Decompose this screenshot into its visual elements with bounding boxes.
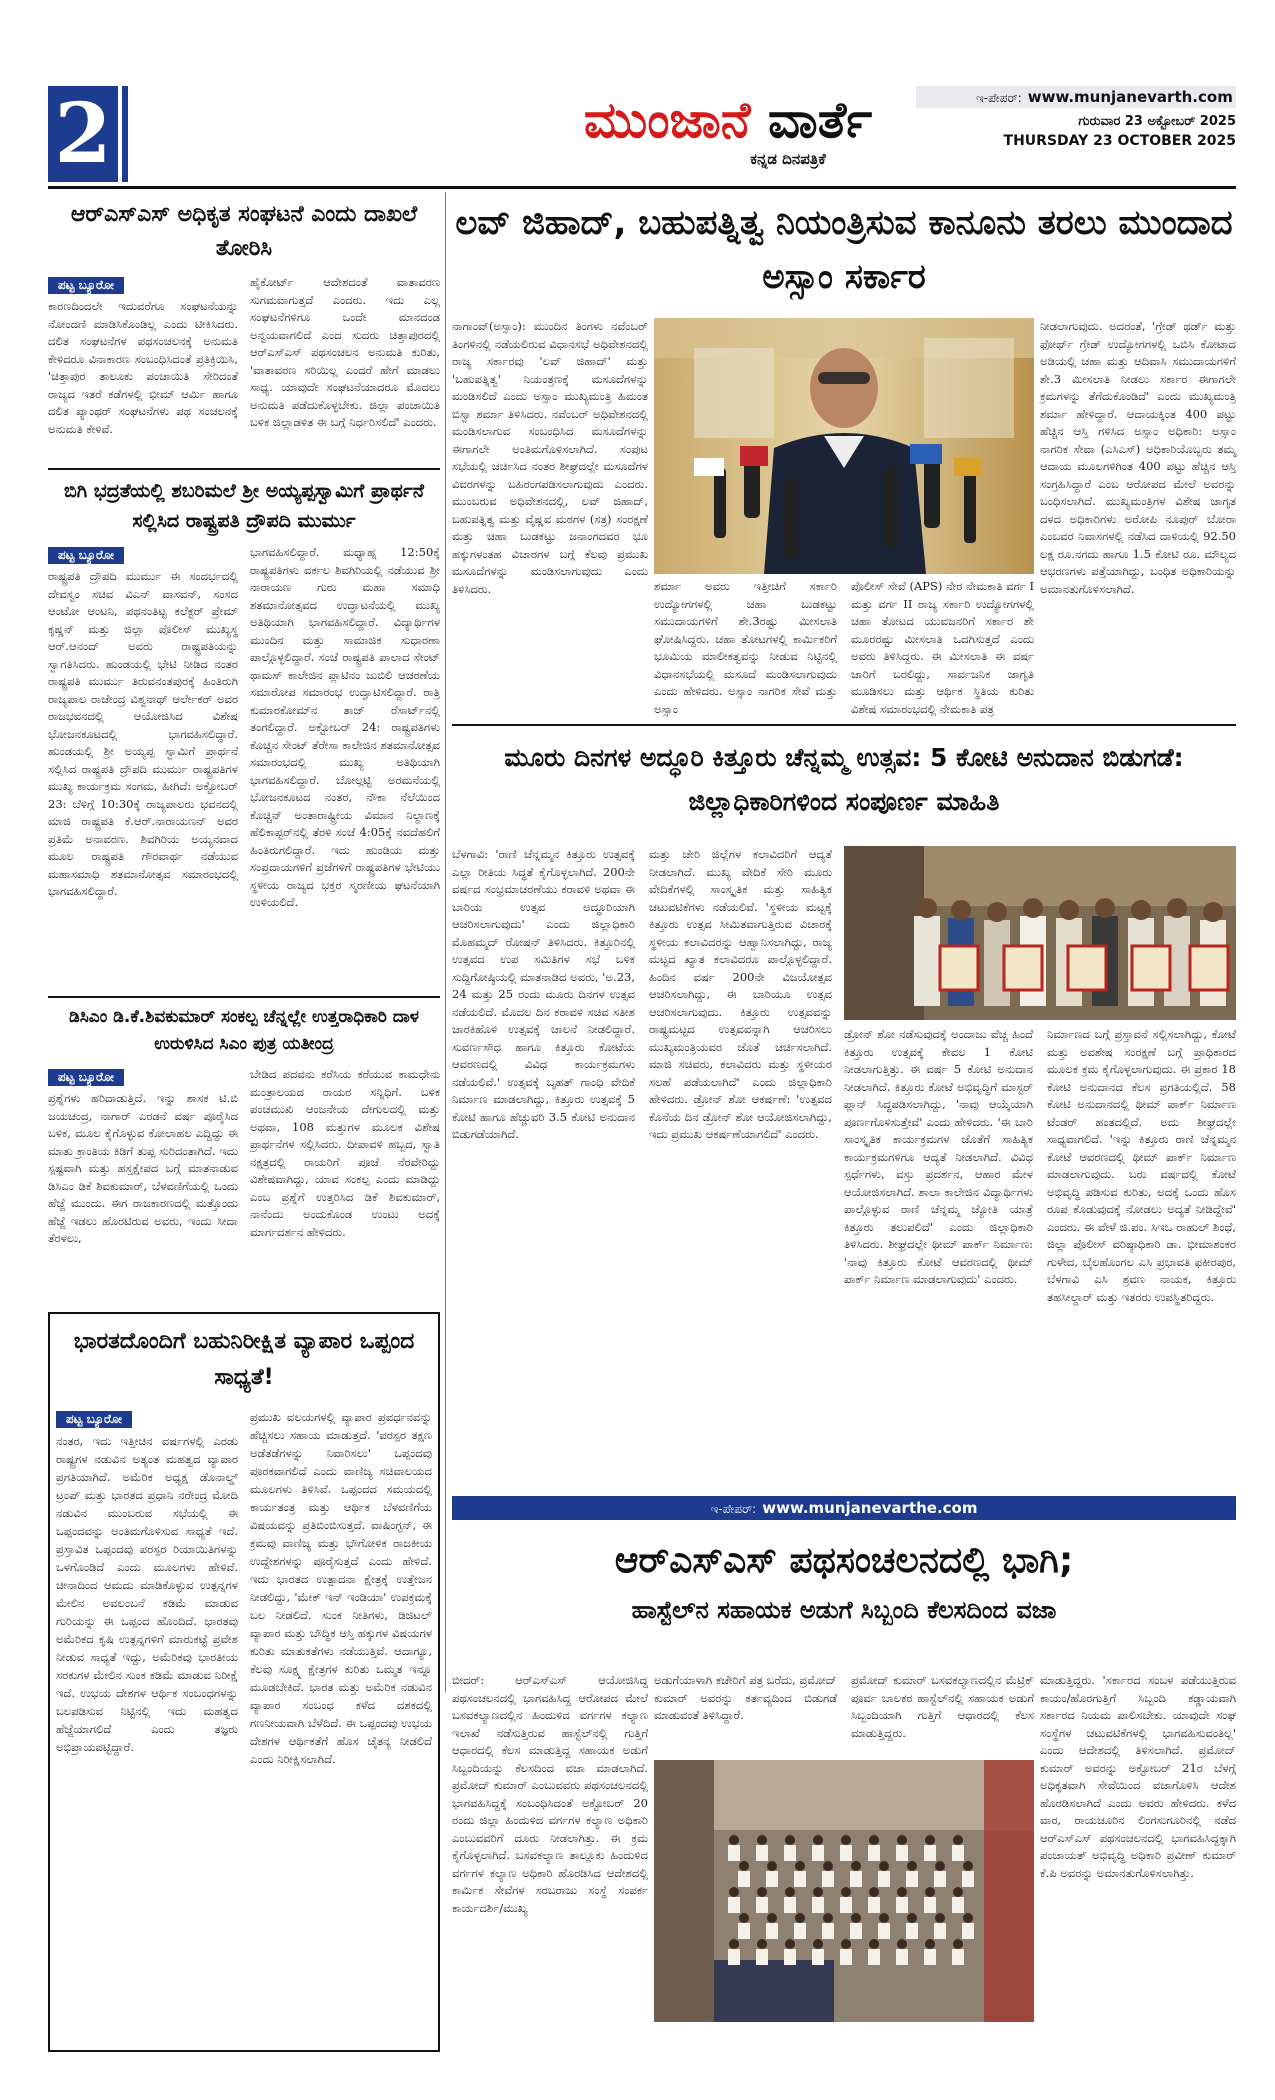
- bureau-tag: ಪಟ್ಟ ಬ್ಯೂರೋ: [48, 547, 124, 564]
- body-kittur-col1: ಬೆಳಗಾವಿ: 'ರಾಣಿ ಚೆನ್ನಮ್ಮನ ಕಿತ್ತೂರು ಉತ್ಸವಕ್ಕೆ ಎಲ್ಲಾ ರೀತಿಯ ಸಿದ್ಧತೆ ಕೈಗೊಳ್ಳಲಾಗಿದೆ. 200ನೇ ವರ್ಷದ ಸಂಭ್ರಮಾಚರಣೆಯು ಕರಾವಳಿ ಅಥವಾ ಈ ಬಾರಿಯ ಉತ್ಸವ ಅದ್ಧೂರಿಯಾಗಿ ಆಚರಿಸಲಾಗುವುದು' ಎಂದು ಜಿಲ್ಲಾಧಿಕಾರಿ ಮೊಹಮ್ಮದ್ ರೋಷನ್ ತಿಳಿಸಿದರು. ಕಿತ್ತೂರಿನಲ್ಲಿ ಉತ್ಸವದ ಉಪ ಸಮಿತಿಗಳ ಸಭೆ ಬಳಿಕ ಸುದ್ದಿಗೋಷ್ಠಿಯಲ್ಲಿ ಮಾತನಾಡಿದ ಅವರು, 'ಅ.23, 24 ಮತ್ತು 25 ರಂದು ಮೂರು ದಿನಗಳ ಉತ್ಸವ ನಡೆಯಲಿದೆ. ಮೊದಲ ದಿನ ಕರಾವಳಿ ಸಚಿವ ಸತೀಶ ಜಾರಕಿಹೊಳಿ ಉತ್ಸವಕ್ಕೆ ಚಾಲನೆ ನೀಡಲಿದ್ದಾರೆ. ಸುವರ್ಣಸೌಧ ಹಾಗೂ ಕಿತ್ತೂರು ಕೋಟೆಯ ಆವರಣದಲ್ಲಿ ವಿವಿಧ ಕಾರ್ಯಕ್ರಮಗಳು ನಡೆಯಲಿವೆ.' ಉತ್ಸವಕ್ಕೆ ಬೃಹತ್ ಗಾಂಧಿ ವೇದಿಕೆ ನಿರ್ಮಾಣ ಮಾಡಲಾಗಿದ್ದು, ಕಿತ್ತೂರು ಉತ್ಸವಕ್ಕೆ 5 ಕೋಟಿ ಹಾಗೂ ಹೆಚ್ಚುವರಿ 3.5 ಕೋಟಿ ಅನುದಾನ ಬಿಡುಗಡೆಯಾಗಿದೆ.: [452, 847, 635, 1141]
- bureau-tag: ಪಟ್ಟ ಬ್ಯೂರೋ: [48, 1069, 124, 1086]
- url-band-url[interactable]: www.munjanevarthe.com: [762, 1499, 978, 1517]
- body-hostel-col1: ಬೀದರ್: ಆರ್‌ಎಸ್‌ಎಸ್ ಆಯೋಜಿಸಿದ್ದ ಪಥಸಂಚಲನದಲ್ಲಿ ಭಾಗವಹಿಸಿದ್ದ ಆರೋಪದ ಮೇಲೆ ಬಸವಕಲ್ಯಾಣದಲ್ಲಿನ ಹಿಂದುಳಿದ ವರ್ಗಗಳ ಕಲ್ಯಾಣ ಇಲಾಖೆ ನಡೆಸುತ್ತಿರುವ ಹಾಸ್ಟೆಲ್‌ನಲ್ಲಿ ಗುತ್ತಿಗೆ ಆಧಾರದಲ್ಲಿ ಕೆಲಸ ಮಾಡುತ್ತಿದ್ದ ಸಹಾಯಕ ಅಡುಗೆ ಸಿಬ್ಬಂದಿಯನ್ನು ಕೆಲಸದಿಂದ ವಜಾ ಮಾಡಲಾಗಿದೆ. ಪ್ರಮೋದ್ ಕುಮಾರ್ ಎಂಬುವವರು ಪಥಸಂಚಲನದಲ್ಲಿ ಭಾಗವಹಿಸಿದ್ದಕ್ಕೆ ಸಂಬಂಧಿಸಿದಂತೆ ಅಕ್ಟೋಬರ್ 20 ರಂದು ಜಿಲ್ಲಾ ಹಿಂದುಳಿದ ವರ್ಗಗಳ ಕಲ್ಯಾಣ ಅಧಿಕಾರಿ ಎಂಬುವವರಿಗೆ ದೂರು ನೀಡಲಾಗಿತ್ತು. ಈ ಕ್ರಮ ಕೈಗೊಳ್ಳಲಾಗಿದೆ. ಬಸವಕಲ್ಯಾಣ ತಾಲ್ಲೂಕು ಹಿಂದುಳಿದ ವರ್ಗಗಳ ಕಲ್ಯಾಣ ಅಧಿಕಾರಿ ಹೊರಡಿಸಿದ ಆದೇಶದಲ್ಲಿ ಕಾರ್ಮಿಕ ಸೇವೆಗಳ ಸರಬರಾಜು ಸಂಸ್ಥೆ ಸಂಪರ್ಕ ಕಾರ್ಯದರ್ಶಿ/ಮುಖ್ಯ: [452, 1673, 648, 1915]
- body-assam-col2: ಶರ್ಮಾ ಅವರು ಇತ್ತೀಚಿಗೆ ಸರ್ಕಾರಿ ಉದ್ಯೋಗಗಳಲ್ಲಿ ಚಹಾ ಬುಡಕಟ್ಟು ಸಮುದಾಯಗಳಿಗೆ ಶೇ.3ರಷ್ಟು ಮೀಸಲಾತಿ ಘೋಷಿಸಿದ್ದರು. ಚಹಾ ತೋಟಗಳಲ್ಲಿ ಕಾರ್ಮಿಕರಿಗೆ ಭೂಮಿಯ ಮಾಲೀಕತ್ವವನ್ನು ನೀಡುವ ನಿಟ್ಟಿನಲ್ಲಿ ವಿಧಾನಸಭೆಯಲ್ಲಿ ಮಸೂದೆ ಮಂಡಿಸಲಾಗುವುದು ಎಂದು ಹೇಳಿದರು. ಅಸ್ಸಾಂ ನಾಗರಿಕ ಸೇವೆ ಮತ್ತು ಅಸ್ಸಾಂ: [654, 579, 837, 716]
- body-trade-col2: ಪ್ರಮುಖ ವಲಯಗಳಲ್ಲಿ ವ್ಯಾಪಾರ ಪ್ರವರ್ಧನವನ್ನು ಹೆಚ್ಚಿಸಲು ಸಹಾಯ ಮಾಡುತ್ತದೆ. 'ಪರಸ್ಪರ ತಕ್ಷಣ ಅಡೆತಡೆಗಳನ್ನು ನಿವಾರಿಸಲು' ಒಪ್ಪಂದವು ಪೂರಕವಾಗಲಿದೆ ಎಂದು ವಾಣಿಜ್ಯ ಸಚಿವಾಲಯದ ಮೂಲಗಳು ತಿಳಿಸಿವೆ. ಒಪ್ಪಂದದ ಸಮಯದಲ್ಲಿ ಕಾರ್ಯತಂತ್ರ ಮತ್ತು ಆರ್ಥಿಕ ಬೆಳವಣಿಗೆಯ ವಿಷಯವನ್ನು ಪ್ರತಿಬಿಂಬಿಸುತ್ತದೆ. ವಾಷಿಂಗ್ಟನ್, ಈ ಕ್ರಮವು ವಾಣಿಜ್ಯ ಮತ್ತು ಭೌಗೋಳಿಕ ರಾಜಕೀಯ ಉದ್ದೇಶಗಳನ್ನು ಪೂರೈಸುತ್ತದೆ ಎಂದು ಹೇಳಿದೆ. ಇದು ಭಾರತದ ಉತ್ಪಾದನಾ ಕ್ಷೇತ್ರಕ್ಕೆ ಉತ್ತೇಜನ ನೀಡಲಿದ್ದು, 'ಮೇಕ್ ಇನ್ ಇಂಡಿಯಾ' ಉಪಕ್ರಮಕ್ಕೆ ಬಲ ನೀಡಲಿದೆ. ಸುಂಕ ನೀತಿಗಳು, ಡಿಜಿಟಲ್ ವ್ಯಾಪಾರ ಮತ್ತು ಬೌದ್ಧಿಕ ಆಸ್ತಿ ಹಕ್ಕುಗಳ ವಿಷಯಗಳ ಕುರಿತು ಮಾತುಕತೆಗಳು ನಡೆಯುತ್ತಿವೆ. ಆದಾಗ್ಯೂ, ಕೆಲವು ಸೂಕ್ಷ್ಮ ಕ್ಷೇತ್ರಗಳ ಕುರಿತು ಒಮ್ಮತ ಇನ್ನೂ ಮೂಡಬೇಕಿದೆ. ಭಾರತ ಮತ್ತು ಅಮೆರಿಕ ನಡುವಿನ ವ್ಯಾಪಾರ ಸಂಬಂಧ ಕಳೆದ ದಶಕದಲ್ಲಿ ಗಣನೀಯವಾಗಿ ಬೆಳೆದಿದೆ. ಈ ಒಪ್ಪಂದವು ಉಭಯ ದೇಶಗಳ ಆರ್ಥಿಕತೆಗೆ ಹೊಸ ಚೈತನ್ಯ ನೀಡಲಿದೆ ಎಂದು ನಿರೀಕ್ಷಿಸಲಾಗಿದೆ.: [250, 1410, 432, 1766]
- headline-kittur-wrap: [452, 728, 1236, 840]
- bureau-tag: ಪಟ್ಟ ಬ್ಯೂರೋ: [48, 277, 124, 294]
- article-sabarimala: [48, 474, 440, 994]
- article-rss-org: [48, 194, 440, 466]
- logo-tagline: ಕನ್ನಡ ದಿನಪತ್ರಿಕೆ: [750, 150, 826, 168]
- divider: [452, 724, 1236, 726]
- date-english: THURSDAY 23 OCTOBER 2025: [1003, 133, 1236, 149]
- newspaper-logo[interactable]: [538, 90, 918, 180]
- epaper-url-band[interactable]: [452, 1496, 1236, 1520]
- headline-rss-org[interactable]: ಆರ್‌ಎಸ್‌ಎಸ್ ಅಧಿಕೃತ ಸಂಘಟನೆ ಎಂದು ದಾಖಲೆ ತೋರಿಸಿ: [70, 202, 418, 261]
- logo-word-1: ಮುಂಜಾನೆ: [583, 91, 751, 149]
- column-divider: [445, 192, 446, 1692]
- body-sabarimala-col1: ರಾಷ್ಟ್ರಪತಿ ದ್ರೌಪದಿ ಮುರ್ಮು ಈ ಸಂದರ್ಭದಲ್ಲಿ ದೇವಸ್ವಂ ಸಚಿವ ವಿಎನ್ ವಾಸವನ್, ಸಂಸದ ಆಂಟೋ ಆಂಟನಿ, ಪಥನಂತಿಟ್ಟ ಕಲೆಕ್ಟರ್ ಪ್ರೇಮ್ ಕೃಷ್ಣನ್ ಮತ್ತು ಜಿಲ್ಲಾ ಪೊಲೀಸ್ ಮುಖ್ಯಸ್ಥ ಆರ್.ಆನಂದ್ ಅವರು ರಾಷ್ಟ್ರಪತಿಯನ್ನು ಸ್ವಾಗತಿಸಿದರು. ಹುಂಡಯಲ್ಲಿ ಭೇಟಿ ನೀಡಿದ ನಂತರ ರಾಷ್ಟ್ರಪತಿ ಮುರ್ಮು ತಿರುವನಂತಪುರಕ್ಕೆ ಹಿಂತಿರುಗಿ ರಾಜ್ಯಪಾಲ ರಾಜೇಂದ್ರ ವಿಶ್ವನಾಥ್ ಆರ್ಲೇಕರ್ ಅವರ ರಾಜಭವನದಲ್ಲಿ ಆಯೋಜಿಸಿದ ವಿಶೇಷ ಭೋಜನಕೂಟದಲ್ಲಿ ಭಾಗವಹಿಸಲಿದ್ದಾರೆ. ಹುಂಡಯಲ್ಲಿ ಶ್ರೀ ಅಯ್ಯಪ್ಪ ಸ್ವಾಮಿಗೆ ಪ್ರಾರ್ಥನೆ ಸಲ್ಲಿಸಿದ ರಾಷ್ಟ್ರಪತಿ ದ್ರೌಪದಿ ಮುರ್ಮು ರಾಷ್ಟ್ರಪತಿಗಳ ಮುಖ್ಯ ಕಾರ್ಯಕ್ರಮ ಸಂಗಮ, ಹೀಗಿದೆ: ಅಕ್ಟೋಬರ್ 23: ಬೆಳಿಗ್ಗೆ 10:30ಕ್ಕೆ ರಾಜ್ಯಪಾಲರು ಭವನದಲ್ಲಿ ಮಾಜಿ ರಾಷ್ಟ್ರಪತಿ ಕೆ.ಆರ್.ನಾರಾಯಣನ್ ಅವರ ಪ್ರತಿಮೆ ಅನಾವರಣ. ಶಿವಗಿರಿಯ ಅಯ್ಯನವಾದ ಮೂಲ ರಾಷ್ಟ್ರಪತಿ ಗೌರವಾರ್ಥ ನಡೆಯುವ ಮಹಾಸಮಾಧಿ ಶತಮಾನೋತ್ಸವ ಸಮಾರಂಭದಲ್ಲಿ ಭಾಗವಹಿಸಲಿದ್ದಾರೆ.: [48, 569, 238, 898]
- headline-kittur[interactable]: ಮೂರು ದಿನಗಳ ಅದ್ಧೂರಿ ಕಿತ್ತೂರು ಚೆನ್ನಮ್ಮ ಉತ್ಸವ: 5 ಕೋಟಿ ಅನುದಾನ ಬಿಡುಗಡೆ: ಜಿಲ್ಲಾಧಿಕಾರಿಗಳಿಂದ ಸಂಪೂರ್ಣ ಮಾಹಿತಿ: [504, 743, 1184, 816]
- headline-hostel-line2[interactable]: ಹಾಸ್ಟೆಲ್‌ನ ಸಹಾಯಕ ಅಡುಗೆ ಸಿಬ್ಬಂದಿ ಕೆಲಸದಿಂದ ವಜಾ: [631, 1596, 1057, 1624]
- body-assam-under-photo: [654, 578, 1034, 716]
- body-dks-col2: ಬೇಡಿದ ಪದವನು ಕರೆಸಿಯ ಕರೆಯುವ ಕಾಮಧೇನು ಮಂತ್ರಾಲಯದ ರಾಯರ ಸನ್ನಿಧಿಗೆ. ಬಳಿಕ ಪಂಚಮುಖಿ ಆಂಜನೇಯ ದೇಗುಲದಲ್ಲಿ ಮತ್ತು ಅಥವಾ, 108 ಮತ್ತುಗಳ ಮೂಲಕ ವಿಶೇಷ ಪ್ರಾರ್ಥನೆಗಳ ಸಲ್ಲಿಸಿದರು. ದೀಪಾವಳಿ ಹಬ್ಬದ, ಸ್ವಾತಿ ನಕ್ಷತ್ರದಲ್ಲಿ ರಾಯರಿಗೆ ಪೂಜೆ ನೆರವೇರಿದ್ದು ವಿಶೇಷವಾಗಿದ್ದು, ಯಾವ ಸಂಕಲ್ಪ ಎಂದು ಮಾಡಿದ್ದು ಎಂಬ ಪ್ರಶ್ನೆಗೆ ಉತ್ತರಿಸಿದ ಡಿಕೆ ಶಿವಕುಮಾರ್, ನಾನೆಂದು ಅಂದುಕೊಂಡ ಉಂಟು ಅದಕ್ಕೆ ಮಾರ್ಗದರ್ಶನ ಹೇಳಿದರು.: [250, 1067, 440, 1239]
- page-number-accent: [122, 86, 128, 182]
- bureau-tag: ಪಟ್ಟ ಬ್ಯೂರೋ: [56, 1411, 132, 1428]
- body-assam-col1: [452, 318, 648, 596]
- rss-march-image: [654, 1760, 1034, 2022]
- headline-assam-wrap: [452, 190, 1236, 312]
- logo-word-2: ವಾರ್ತೆ: [767, 91, 873, 149]
- body-hostel-col4-wrap: [1040, 1672, 1236, 2052]
- photo-kittur[interactable]: [844, 846, 1236, 1020]
- kittur-poster-release-image: [844, 846, 1236, 1020]
- url-band-label: ಇ-ಪೇಪರ್:: [710, 1502, 757, 1516]
- body-rss-org-col2: ಹೈಕೋರ್ಟ್ ಆದೇಶದಂತೆ ವಾತಾವರಣ ಸುಗಮವಾಗುತ್ತದೆ ಎಂದರು. ಇದು ಎಲ್ಲ ಸಂಘಟನೆಗಳಿಗೂ ಒಂದೇ ಮಾನದಂಡ ಅನ್ವಯವಾಗಲಿದೆ ಎಂದ ಸುದರು ಚಿತ್ತಾಪುರದಲ್ಲಿ ಆರ್‌ಎಸ್‌ಎಸ್ ಪಥಸಂಚಲನ ಅನುಮತಿ ಕುರಿತು, 'ವಾತಾವರಣ ಸರಿಯಿಲ್ಲ ಎಂದರೆ ಹೇಗೆ ಮಾಡಲು ಸಾಧ್ಯ. ಯಾವುದೇ ಸಂಘಟನೆಯಾದರೂ ಮೊದಲು ಅನುಮತಿ ಪಡೆದುಕೊಳ್ಳಬೇಕು. ಜಿಲ್ಲಾ ಪಂಚಾಯಿತಿ ಬಳಿಕ ಜಿಲ್ಲಾಡಳಿತ ಈ ಬಗ್ಗೆ ನಿರ್ಧರಿಸಲಿದೆ' ಎಂದರು.: [250, 275, 440, 429]
- headline-hostel-line1[interactable]: ಆರ್‌ಎಸ್‌ಎಸ್ ಪಥಸಂಚಲನದಲ್ಲಿ ಭಾಗಿ;: [614, 1540, 1074, 1581]
- body-assam-col4: ನೀಡಲಾಗುವುದು. ಅದರಂತೆ, 'ಗ್ರೇಡ್ ಥರ್ಡ್ ಮತ್ತು ಫೋರ್ಥ್ ಗ್ರೇಡ್ ಉದ್ಯೋಗಗಳಲ್ಲಿ ಒಬಿಸಿ ಕೋಟಾದ ಅಡಿಯಲ್ಲಿ ಚಹಾ ಮತ್ತು ಆದಿವಾಸಿ ಸಮುದಾಯಗಳಿಗೆ ಶೇ.3 ಮೀಸಲಾತಿ ನೀಡಲು ಸರ್ಕಾರ ಈಗಾಗಲೇ ಕ್ರಮಗಳನ್ನು ತೆಗೆದುಕೊಂಡಿದೆ' ಎಂದು ಮುಖ್ಯಮಂತ್ರಿ ಶರ್ಮಾ ಹೇಳಿದ್ದಾರೆ. ಆದಾಯಕ್ಕಿಂತ 400 ಪಟ್ಟು ಹೆಚ್ಚಿನ ಆಸ್ತಿ ಗಳಿಸಿದ ಅಸ್ಸಾಂ ಅಧಿಕಾರಿ: ಅಸ್ಸಾಂ ನಾಗರಿಕ ಸೇವಾ (ಎಸಿಎಸ್) ಅಧಿಕಾರಿಯೊಬ್ಬರು ತಮ್ಮ ಆದಾಯ ಮೂಲಗಳಿಗಿಂತ 400 ಪಟ್ಟು ಹೆಚ್ಚಿನ ಆಸ್ತಿ ಸಂಗ್ರಹಿಸಿದ್ದಾರೆ ಎಂಬ ಆರೋಪದ ಮೇಲೆ ಅವರನ್ನು ಬಂಧಿಸಲಾಗಿದೆ. ಮುಖ್ಯಮಂತ್ರಿಗಳ ವಿಶೇಷ ಜಾಗೃತ ದಳದ ಅಧಿಕಾರಿಗಳು ಅರೋಪಿ ನೂಪುರ್ ಬೋರಾ ಎಂಬವರ ನಿವಾಸಗಳಲ್ಲಿ ನಡೆಸಿದ ದಾಳಿಯಲ್ಲಿ 92.50 ಲಕ್ಷ ರೂ.ನಗದು ಹಾಗೂ 1.5 ಕೋಟಿ ರೂ. ಮೌಲ್ಯದ ಆಭರಣಗಳು ಪತ್ತೆಯಾಗಿದ್ದು, ಬಂಧಿತ ಅಧಿಕಾರಿಯನ್ನು ಅಮಾನತುಗೊಳಿಸಲಾಗಿದೆ.: [1040, 319, 1236, 596]
- body-kittur-col4: ನಿರ್ಮಾಣದ ಬಗ್ಗೆ ಪ್ರಸ್ತಾವನೆ ಸಲ್ಲಿಸಲಾಗಿದ್ದು, ಕೋಟೆ ಮತ್ತು ಅವಶೇಷ ಸಂರಕ್ಷಣೆ ಬಗ್ಗೆ ಪ್ರಾಧಿಕಾರದ ಮೂಲಕ ಕ್ರಮ ಕೈಗೊಳ್ಳಲಾಗುವುದು. ಈ ಪ್ರಕಾರ 18 ಕೋಟಿ ಅನುದಾನದ ಕೆಲಸ ಪ್ರಗತಿಯಲ್ಲಿದೆ. 58 ಕೋಟಿ ಅನುದಾನದಲ್ಲಿ ಥೀಮ್ ಪಾರ್ಕ್ ನಿರ್ಮಾಣ ಟೆಂಡರ್ ಹಂತದಲ್ಲಿದೆ. ಅದು ಶೀಘ್ರದಲ್ಲೇ ಸಾಧ್ಯವಾಗಲಿದೆ. 'ಇನ್ನು ಕಿತ್ತೂರು ರಾಣಿ ಚೆನ್ನಮ್ಮನ ಕೋಟೆ ಆವರಣದಲ್ಲಿ ಥೀಮ್ ಪಾರ್ಕ್ ನಿರ್ಮಾಣ ಮಾಡಲಾಗುವುದು. ಬರು ವರ್ಷದಲ್ಲಿ ಕೋಟೆ ಅಭಿವೃದ್ಧಿ ಪಡಿಸುವ ಕುರಿತು, ಅದಕ್ಕೆ ಒಂದು ಹೊಸ ರೂಪ ಕೊಡುವುದಕ್ಕೆ ನೋಡಲು ಅದ್ಯತೆ ನೀಡಿದ್ದೇವೆ' ಎಂದರು. ಈ ವೇಳೆ ಜಿ.ಪಂ. ಸಿಇಒ ರಾಹುಲ್ ಶಿಂಧೆ, ಜಿಲ್ಲಾ ಪೊಲೀಸ್ ವರಿಷ್ಠಾಧಿಕಾರಿ ಡಾ. ಭೀಮಾಶಂಕರ ಗುಳೇದ, ಬೈಲಹೊಂಗಲ ಎಸಿ ಪ್ರಭಾವತಿ ಫಕೀರಪುರ, ಬೆಳಗಾವಿ ಎಸಿ ಶ್ರವಣ ನಾಯಕ, ಕಿತ್ತೂರು ತಹಸೀಲ್ದಾರ್ ಮತ್ತು ಇತರರು ಉಪಸ್ಥಿತರಿದ್ದರು.: [1047, 1027, 1236, 1304]
- masthead-info: [916, 86, 1236, 182]
- body-hostel-top: [654, 1672, 1034, 1756]
- headline-assam[interactable]: ಲವ್ ಜಿಹಾದ್, ಬಹುಪತ್ನಿತ್ವ ನಿಯಂತ್ರಿಸುವ ಕಾನೂನು ತರಲು ಮುಂದಾದ ಅಸ್ಸಾಂ ಸರ್ಕಾರ: [455, 203, 1233, 297]
- masthead: [48, 86, 1236, 182]
- photo-assam[interactable]: [654, 318, 1034, 574]
- epaper-link[interactable]: [916, 86, 1236, 108]
- page-number: 2: [48, 86, 118, 182]
- body-hostel-col3: ಪ್ರಮೋದ್ ಕುಮಾರ್ ಬಸವಕಲ್ಯಾಣದಲ್ಲಿನ ಮೆಟ್ರಿಕ್ ಪೂರ್ವ ಬಾಲಕರ ಹಾಸ್ಟೆಲ್‌ನಲ್ಲಿ ಸಹಾಯಕ ಅಡುಗೆ ಸಿಬ್ಬಂದಿಯಾಗಿ ಗುತ್ತಿಗೆ ಆಧಾರದಲ್ಲಿ ಕೆಲಸ ಮಾಡುತ್ತಿದ್ದರು.: [851, 1673, 1034, 1740]
- body-kittur-col3: ಡ್ರೋನ್ ಶೋ ನಡೆಸುವುದಕ್ಕೆ ಅಂದಾಜು ವೆಚ್ಚ ಹಿಂದೆ ಕಿತ್ತೂರು ಉತ್ಸವಕ್ಕೆ ಕೇವಲ 1 ಕೋಟಿ ನೀಡಲಾಗುತ್ತಿತ್ತು. ಈ ವರ್ಷ 5 ಕೋಟಿ ಅನುದಾನ ನೀಡಲಾಗಿದೆ. ಕಿತ್ತೂರು ಕೋಟೆ ಅಭಿವೃದ್ಧಿಗೆ ಮಾಸ್ಟರ್ ಪ್ಲಾನ್ ಸಿದ್ಧಪಡಿಸಲಾಗಿದ್ದು, 'ನಾವು ಆಯ್ಕೆಯಾಗಿ ಪೂರ್ಣಗೊಳಿಸುತ್ತೇವೆ' ಎಂದು ಹೇಳಿದರು. 'ಈ ಬಾರಿ ಸಾಂಸ್ಕೃತಿಕ ಕಾರ್ಯಕ್ರಮಗಳ ಜೊತೆಗೆ ಸಾಹಿತ್ಯಿಕ ಕಾರ್ಯಕ್ರಮಗಳಿಗೂ ಆದ್ಯತೆ ನೀಡಲಾಗಿದೆ. ವಿವಿಧ ಸ್ಪರ್ಧೆಗಳು, ವಸ್ತು ಪ್ರದರ್ಶನ, ಆಹಾರ ಮೇಳ ಆಯೋಜಿಸಲಾಗಿದೆ. ಶಾಲಾ ಕಾಲೇಜಿನ ವಿದ್ಯಾರ್ಥಿಗಳು ಪಾಲ್ಗೊಳ್ಳುವ ರಾಣಿ ಚೆನ್ನಮ್ಮ ಜ್ಯೋತಿ ಯಾತ್ರೆ ಕಿತ್ತೂರು ತಲುಪಲಿದೆ' ಎಂದು ಜಿಲ್ಲಾಧಿಕಾರಿ ತಿಳಿಸಿದರು. ಶೀಘ್ರದಲ್ಲೇ ಥೀಮ್ ಪಾರ್ಕ್ ನಿರ್ಮಾಣ: 'ನಾವು ಕಿತ್ತೂರು ಕೋಟೆ ಆವರಣದಲ್ಲಿ ಥೀಮ್ ಪಾರ್ಕ್ ನಿರ್ಮಾಣ ಮಾಡಲಾಗುವುದು' ಎಂದರು.: [844, 1027, 1033, 1286]
- divider: [48, 468, 440, 470]
- body-kittur-left: [452, 846, 832, 1494]
- body-dks-col1: ಪ್ರಶ್ನೆಗಳು ಹರಿದಾಡುತ್ತಿದೆ. ಇನ್ನು ಶಾಸಕ ಟಿ.ಬಿ ಜಯಚಂದ್ರ, ನಾಗಾರ್ ಎರಡನೆ ವರ್ಷ ಪೂರೈಸಿದ ಬಳಿಕ, ಮೂಲ ಕೈಗೊಳ್ಳುವ ಕೋಲಾಹಲ ಎದ್ದಿದ್ದು ಈ ಮಾತು ಕ್ರಾಂತಿಯ ಕಿಡಿಗೆ ತುಪ್ಪ ಸುರಿದಂತಾಗಿದೆ. ಇದು ಸ್ಪಷ್ಟವಾಗಿ ಮತ್ತು ಹಸ್ತಕ್ಷೇಪದ ಬಗ್ಗೆ ಮಾತನಾಡುವ ಡಿಸಿಎಂ ಡಿಕೆ ಶಿವಕುಮಾರ್, ಬೆಳವಣಿಗೆಯಲ್ಲಿ ಒಂದು ಹೆಜ್ಜೆ ಮುಂದು. ಈಗ ರಾಜಕಾರಣದಲ್ಲಿ ಮತ್ತೊಂದು ಹೆಜ್ಜೆ ಇಡಲು ಹೊರಟಿರುವ ಅವರು, ಇಂದು ಸೀದಾ ತೆರಳಲು,: [48, 1091, 238, 1245]
- body-hostel-col1-wrap: [452, 1672, 648, 2052]
- epaper-url[interactable]: www.munjanevarth.com: [1027, 88, 1233, 106]
- body-rss-org-col1: ಕಾರಣದಿಂದಲೇ ಇದುವರೆಗೂ ಸಂಘಟನೆಯನ್ನು ನೋಂದಣಿ ಮಾಡಿಸಿಕೊಂಡಿಲ್ಲ ಎಂದು ಟೀಕಿಸಿದರು. ದಲಿತ ಸಂಘಟನೆಗಳ ಪಥಸಂಚಲನಕ್ಕೆ ಅನುಮತಿ ಕೇಳಿದರೂ ವಿನಾಕಾರಣ ಸಂಬಂಧಿಸಿದಂತೆ ಪ್ರತಿಕ್ರಿಯಿಸಿ, 'ಚಿತ್ತಾಪುರ ತಾಲೂಕು ಪಂಚಾಯಿತಿ ಸೇರಿದಂತೆ ರಾಜ್ಯದ ಇತರೆ ಕಡೆಗಳಲ್ಲಿ ಭೀಮ್ ಆರ್ಮಿ ಹಾಗೂ ದಲಿತ ಪ್ಯಾಂಥರ್ ಸಂಘಟನೆಗಳು ಪಥ ಸಂಚಲನಕ್ಕೆ ಅನುಮತಿ ಕೇಳಿವೆ.: [48, 299, 238, 436]
- date-kannada: ಗುರುವಾರ 23 ಅಕ್ಟೋಬರ್ 2025: [1078, 114, 1236, 129]
- press-conference-image: [654, 318, 1034, 574]
- body-trade-col1: ನಂತರ, ಇದು ಇತ್ತೀಚಿನ ವರ್ಷಗಳಲ್ಲಿ ಎರಡು ರಾಷ್ಟ್ರಗಳ ನಡುವಿನ ಅತ್ಯಂತ ಮಹತ್ವದ ವ್ಯಾಪಾರ ಪ್ರಗತಿಯಾಗಿದೆ. ಅಮೆರಿಕ ಅಧ್ಯಕ್ಷ ಡೊನಾಲ್ಡ್ ಟ್ರಂಪ್ ಮತ್ತು ಭಾರತದ ಪ್ರಧಾನಿ ನರೇಂದ್ರ ಮೋದಿ ನಡುವಿನ ಮುಂಬರುವ ಸಭೆಯಲ್ಲಿ ಈ ಒಪ್ಪಂದವನ್ನು ಅಂತಿಮಗೊಳಿಸುವ ಸಾಧ್ಯತೆ ಇದೆ. ಪ್ರಸ್ತಾವಿತ ಒಪ್ಪಂದವು ಪರಸ್ಪರ ರಿಯಾಯಿತಿಗಳನ್ನು ಒಳಗೊಂಡಿದೆ ಎಂದು ಮೂಲಗಳು ಹೇಳಿವೆ. ಚೀನಾದಿಂದ ಆಮದು ಮಾಡಿಕೊಳ್ಳುವ ಉತ್ಪನ್ನಗಳ ಮೇಲಿನ ಅವಲಂಬನೆ ಕಡಿಮೆ ಮಾಡುವ ಗುರಿಯನ್ನು ಈ ಒಪ್ಪಂದ ಹೊಂದಿದೆ. ಭಾರತವು ಅಮೆರಿಕದ ಕೃಷಿ ಉತ್ಪನ್ನಗಳಿಗೆ ಮಾರುಕಟ್ಟೆ ಪ್ರವೇಶ ನೀಡುವ ಸಾಧ್ಯತೆ ಇದ್ದು, ಅಮೆರಿಕವು ಭಾರತೀಯ ಸರಕುಗಳ ಮೇಲಿನ ಸುಂಕ ಕಡಿಮೆ ಮಾಡುವ ನಿರೀಕ್ಷೆ ಇದೆ. ಉಭಯ ದೇಶಗಳ ಆರ್ಥಿಕ ಸಂಬಂಧಗಳನ್ನು ಬಲಪಡಿಸುವ ನಿಟ್ಟಿನಲ್ಲಿ ಇದು ಮಹತ್ವದ ಹೆಜ್ಜೆಯಾಗಲಿದೆ ಎಂದು ತಜ್ಞರು ಅಭಿಪ್ರಾಯಪಟ್ಟಿದ್ದಾರೆ.: [56, 1434, 238, 1754]
- body-assam-col3: ಪೊಲೀಸ್ ಸೇವೆ (APS) ನೇರ ನೇಮಕಾತಿ ವರ್ಗ I ಮತ್ತು ವರ್ಗ II ರಾಜ್ಯ ಸರ್ಕಾರಿ ಉದ್ಯೋಗಗಳಲ್ಲಿ ಚಹಾ ತೋಟದ ಯುವಜನರಿಗೆ ಸರ್ಕಾರ ಶೇ ಮೂರರಷ್ಟು ಮೀಸಲಾತಿ ಒದಗಿಸುತ್ತದೆ ಎಂದು ಅವರು ತಿಳಿಸಿದ್ದರು. ಈ ಮೀಸಲಾತಿ ಈ ವರ್ಷ ಜಾರಿಗೆ ಬರಲಿದ್ದು, ಸಾರ್ವಜನಿಕ ಜಾಗೃತಿ ಮೂಡಿಸಲು ಮತ್ತು ಆರ್ಥಿಕ ಸ್ಥಿತಿಯ ಕುರಿತು ವಿಶೇಷ ಸಮಾರಂಭದಲ್ಲಿ ನೇಮಕಾತಿ ಪತ್ರ: [851, 579, 1034, 716]
- article-trade: [48, 1312, 440, 2052]
- body-hostel-col4: ಮಾಡುತ್ತಿದ್ದರು. 'ಸರ್ಕಾರದ ಸಂಬಳ ಪಡೆಯುತ್ತಿರುವ ಕಾಯಂ/ಹೊರಗುತ್ತಿಗೆ ಸಿಬ್ಬಂದಿ ಕಡ್ಡಾಯವಾಗಿ ಸರ್ಕಾರದ ನಿಯಮ ಪಾಲಿಸಬೇಕು. ಯಾವುದೇ ಸಂಘ ಸಂಸ್ಥೆಗಳ ಚಟುವಟಿಕೆಗಳಲ್ಲಿ ಭಾಗವಹಿಸುವಂತಿಲ್ಲ' ಎಂದು ಆದೇಶದಲ್ಲಿ ತಿಳಿಸಲಾಗಿದೆ. ಪ್ರಮೋದ್ ಕುಮಾರ್ ಅವರನ್ನು ಅಕ್ಟೋಬರ್ 21ರ ಬೆಳಗ್ಗೆ ಅಧಿಕೃತವಾಗಿ ಸೇವೆಯಿಂದ ವಜಾಗೊಳಿಸಿ ಆದೇಶ ಹೊರಡಿಸಲಾಗಿದೆ ಎಂದು ಅವರು ಹೇಳಿದರು. ಕಳೆದ ವಾರ, ರಾಯಚೂರಿನ ಲಿಂಗಸುಗೂರಿನಲ್ಲಿ ನಡೆದ ಆರ್‌ಎಸ್‌ಎಸ್ ಪಥಸಂಚಲನದಲ್ಲಿ ಭಾಗವಹಿಸಿದ್ದಕ್ಕಾಗಿ ಪಂಚಾಯತ್ ಅಭಿವೃದ್ಧಿ ಅಧಿಕಾರಿ ಪ್ರವೀಣ್ ಕುಮಾರ್ ಕೆ.ಪಿ ಅವರನ್ನು ಅಮಾನತುಗೊಳಿಸಲಾಗಿತ್ತು.: [1040, 1673, 1236, 1880]
- photo-rss-march[interactable]: [654, 1760, 1034, 2022]
- body-sabarimala-col2: ಭಾಗವಹಿಸಲಿದ್ದಾರೆ. ಮಧ್ಯಾಹ್ನ 12:50ಕ್ಕೆ ರಾಷ್ಟ್ರಪತಿಗಳು ವರ್ಕಲ ಶಿವಗಿರಿಯಲ್ಲಿ ನಡೆಯುವ ಶ್ರೀ ನಾರಾಯಣ ಗುರು ಮಹಾ ಸಮಾಧಿ ಶತಮಾನೋತ್ಸವದ ಉದ್ಘಾಟನೆಯಲ್ಲಿ ಮುಖ್ಯ ಅತಿಥಿಯಾಗಿ ಭಾಗವಹಿಸಲಿದ್ದಾರೆ. ವಿದ್ಯಾರ್ಥಿಗಳ ಮುಂದಿನ ಮತ್ತು ಸಾಮಾಜಿಕ ಸುಧಾರಣಾ ಪಾಲ್ಗೊಳ್ಳಲಿದ್ದಾರೆ. ಸಂಜೆ ರಾಷ್ಟ್ರಪತಿ ಪಾಲಾದ ಸೇಂಟ್ ಥಾಮಸ್ ಕಾಲೇಜಿನ ಪ್ಲಾಟಿನಂ ಜುಬಿಲಿ ಆಚರಣೆಯ ಸಮಾರೋಪ ಸಮಾರಂಭ ಉದ್ಘಾಟಿಸಲಿದ್ದಾರೆ. ರಾತ್ರಿ ಕುಮಾರಕೋಮ್‌ನ ತಾಜ್ ರೆಸಾರ್ಟ್‌ನಲ್ಲಿ ತಂಗಲಿದ್ದಾರೆ. ಅಕ್ಟೋಬರ್ 24: ರಾಷ್ಟ್ರಪತಿಗಳು ಕೊಚ್ಚಿನ ಸೇಂಟ್ ತೆರೇಸಾ ಕಾಲೇಜಿನ ಶತಮಾನೋತ್ಸವ ಸಮಾರಂಭದಲ್ಲಿ ಮುಖ್ಯ ಅತಿಥಿಯಾಗಿ ಭಾಗವಹಿಸಲಿದ್ದಾರೆ. ಬೋಲ್ಗಟ್ಟಿ ಅರಮನೆಯಲ್ಲಿ ಭೋಜನಕೂಟದ ನಂತರ, ನೌಕಾ ನೆಲೆಯಿಂದ ಕೊಚ್ಚಿನ್ ಅಂತಾರಾಷ್ಟ್ರೀಯ ವಿಮಾನ ನಿಲ್ದಾಣಕ್ಕೆ ಹೆಲಿಕಾಪ್ಟರ್‌ನಲ್ಲಿ ತೆರಳಿ ಸಂಜೆ 4:05ಕ್ಕೆ ನವದೆಹಲಿಗೆ ಹಿಂತಿರುಗಲಿದ್ದಾರೆ. ಇದು ಹುಂಡಿಯ ಮತ್ತು ಸಂಪ್ರದಾಯಗಳಿಗೆ ಪ್ರಜೆಗಳಿಗೆ ರಾಷ್ಟ್ರಪತಿಗಳ ಭೇಟಿಯು ಸ್ಥಳೀಯ ರಾಜ್ಯದ ಭಕ್ತರ ಸ್ಮರಣೀಯ ಘಟನೆಯಾಗಿ ಉಳಿಯಲಿದೆ.: [250, 545, 440, 909]
- divider: [48, 996, 440, 998]
- headline-hostel-wrap: [452, 1526, 1236, 1662]
- epaper-label: ಇ-ಪೇಪರ್:: [976, 91, 1022, 105]
- body-hostel-col2: ಅಡುಗೆಯಾಳಾಗಿ ಕಚೇರಿಗೆ ಪತ್ರ ಬರೆದು, ಪ್ರಮೋದ್ ಕುಮಾರ್ ಅವರನ್ನು ಕರ್ತವ್ಯದಿಂದ ಬಿಡುಗಡೆ ಮಾಡುವಂತೆ ತಿಳಿಸಿದ್ದಾರೆ.: [654, 1673, 837, 1722]
- headline-dks[interactable]: ಡಿಸಿಎಂ ಡಿ.ಕೆ.ಶಿವಕುಮಾರ್ ಸಂಕಲ್ಪ ಚೆನ್ನಲ್ಲೇ ಉತ್ತರಾಧಿಕಾರಿ ದಾಳ ಉರುಳಿಸಿದ ಸಿಎಂ ಪುತ್ರ ಯತೀಂದ್ರ: [69, 1007, 419, 1054]
- body-kittur-right: [844, 1026, 1236, 1494]
- body-text: ನಾಗಾಂವ್(ಅಸ್ಸಾಂ): ಮುಂದಿನ ತಿಂಗಳು ನವೆಂಬರ್ ತಿಂಗಳಿನಲ್ಲಿ ನಡೆಯಲಿರುವ ವಿಧಾನಸಭೆ ಅಧಿವೇಶನದಲ್ಲಿ ರಾಜ್ಯ ಸರ್ಕಾರವು 'ಲವ್ ಜಿಹಾದ್' ಮತ್ತು 'ಬಹುಪತ್ನಿತ್ವ' ನಿಯಂತ್ರಣಕ್ಕೆ ಮಸೂದೆಗಳನ್ನು ಮಂಡಿಸಲಿದೆ ಎಂದು ಅಸ್ಸಾಂ ಮುಖ್ಯಮಂತ್ರಿ ಹಿಮಂತ ಬಿಸ್ವಾ ಶರ್ಮಾ ತಿಳಿಸಿದರು. ನವೆಂಬರ್ ಅಧಿವೇಶನದಲ್ಲಿ ಮಂಡಿಸಲಾಗುವ ಸಂಬಂಧಿಸಿದ ಮಸೂದೆಗಳನ್ನು ಈಗಾಗಲೇ ಅಂತಿಮಗೊಳಿಸಲಾಗಿದೆ. ಸಂಪುಟ ಸಭೆಯಲ್ಲಿ ಚರ್ಚಿಸಿದ ನಂತರ ಶೀಘ್ರದಲ್ಲೇ ಮಸೂದೆಗಳ ವಿವರಗಳನ್ನು ಬಹಿರಂಗಪಡಿಸಲಾಗುವುದು ಎಂದರು. ಮುಂಬರುವ ಅಧಿವೇಶನದಲ್ಲಿ, ಲವ್ ಜಿಹಾದ್, ಬಹುಪತ್ನಿತ್ವ ಮತ್ತು ವೈಷ್ಣವ ಮಠಗಳ (ಸತ್ರ) ಸಂರಕ್ಷಣೆ ಮತ್ತು ಚಹಾ ಬುಡಕಟ್ಟು ಜನಾಂಗದವರ ಭೂ ಹಕ್ಕುಗಳಂತಹ ವಿಚಾರಗಳ ಬಗ್ಗೆ ಕೆಲವು ಪ್ರಮುಖ ಮಸೂದೆಗಳನ್ನು ಮಂಡಿಸಲಾಗುವುದು ಎಂದು ತಿಳಿಸಿದರು.: [452, 319, 648, 596]
- body-kittur-col2: ಮತ್ತು ಚೇರಿ ಜಿಲ್ಲೆಗಳ ಕಲಾವಿದರಿಗೆ ಆದ್ಯತೆ ನೀಡಲಾಗಿದೆ. ಮುಖ್ಯ ವೇದಿಕೆ ಸೇರಿ ಮೂರು ವೇದಿಕೆಗಳಲ್ಲಿ ಸಾಂಸ್ಕೃತಿಕ ಮತ್ತು ಸಾಹಿತ್ಯಿಕ ಚಟುವಟಿಕೆಗಳು ನಡೆಯಲಿವೆ. 'ಸ್ಥಳೀಯ ಮಟ್ಟಕ್ಕೆ ಕಿತ್ತೂರು ಉತ್ಸವ ಸೀಮಿತವಾಗುತ್ತಿರುವ ವಿಚಾರಕ್ಕೆ ಸ್ಥಳೀಯ ಕಲಾವಿದರನ್ನು ಆಹ್ವಾನಿಸಲಾಗಿದ್ದು, ರಾಜ್ಯ ಮಟ್ಟದ ಖ್ಯಾತ ಕಲಾವಿದರೂ ಪಾಲ್ಗೊಳ್ಳಲಿದ್ದಾರೆ. ಹಿಂದಿನ ವರ್ಷ 200ನೇ ವಿಜಯೋತ್ಸವ ಆಚರಿಸಲಾಗಿದ್ದು, ಈ ಬಾರಿಯೂ ಉತ್ಸವ ಆಚರಿಸಲಾಗುವುದು. ಕಿತ್ತೂರು ಉತ್ಸವವನ್ನು ರಾಷ್ಟ್ರಮಟ್ಟದ ಉತ್ಸವವನ್ನಾಗಿ ಆಚರಿಸಲು ಮುಖ್ಯಮಂತ್ರಿಯವರ ಜೊತೆ ಚರ್ಚಿಸಲಾಗಿದೆ. ಮಾಜಿ ಸಚಿವರು, ಕಲಾವಿದರು ಮತ್ತು ಸ್ಥಳೀಯರ ಸಲಹೆ ಪಡೆಯಲಾಗಿದೆ' ಎಂದು ಜಿಲ್ಲಾಧಿಕಾರಿ ಹೇಳಿದರು. ಡ್ರೋನ್ ಶೋ ಆಕರ್ಷಣೆ: 'ಉತ್ಸವದ ಕೊನೆಯ ದಿನ ಡ್ರೋನ್ ಶೋ ಆಯೋಜಿಸಲಾಗಿದ್ದು, ಇದು ಪ್ರಮುಖ ಆಕರ್ಷಣೆಯಾಗಲಿದೆ' ಎಂದರು.: [649, 847, 832, 1141]
- headline-trade[interactable]: ಭಾರತದೊಂದಿಗೆ ಬಹುನಿರೀಕ್ಷಿತ ವ್ಯಾಪಾರ ಒಪ್ಪಂದ ಸಾಧ್ಯತೆ!: [73, 1329, 415, 1390]
- article-dks: [48, 1002, 440, 1302]
- body-assam-col4-wrap: [1040, 318, 1236, 690]
- headline-sabarimala[interactable]: ಬಿಗಿ ಭದ್ರತೆಯಲ್ಲಿ ಶಬರಿಮಲೆ ಶ್ರೀ ಅಯ್ಯಪ್ಪಸ್ವಾಮಿಗೆ ಪ್ರಾರ್ಥನೆ ಸಲ್ಲಿಸಿದ ರಾಷ್ಟ್ರಪತಿ ದ್ರೌಪದಿ ಮುರ್ಮು: [63, 480, 425, 532]
- masthead-rule: [48, 186, 1236, 189]
